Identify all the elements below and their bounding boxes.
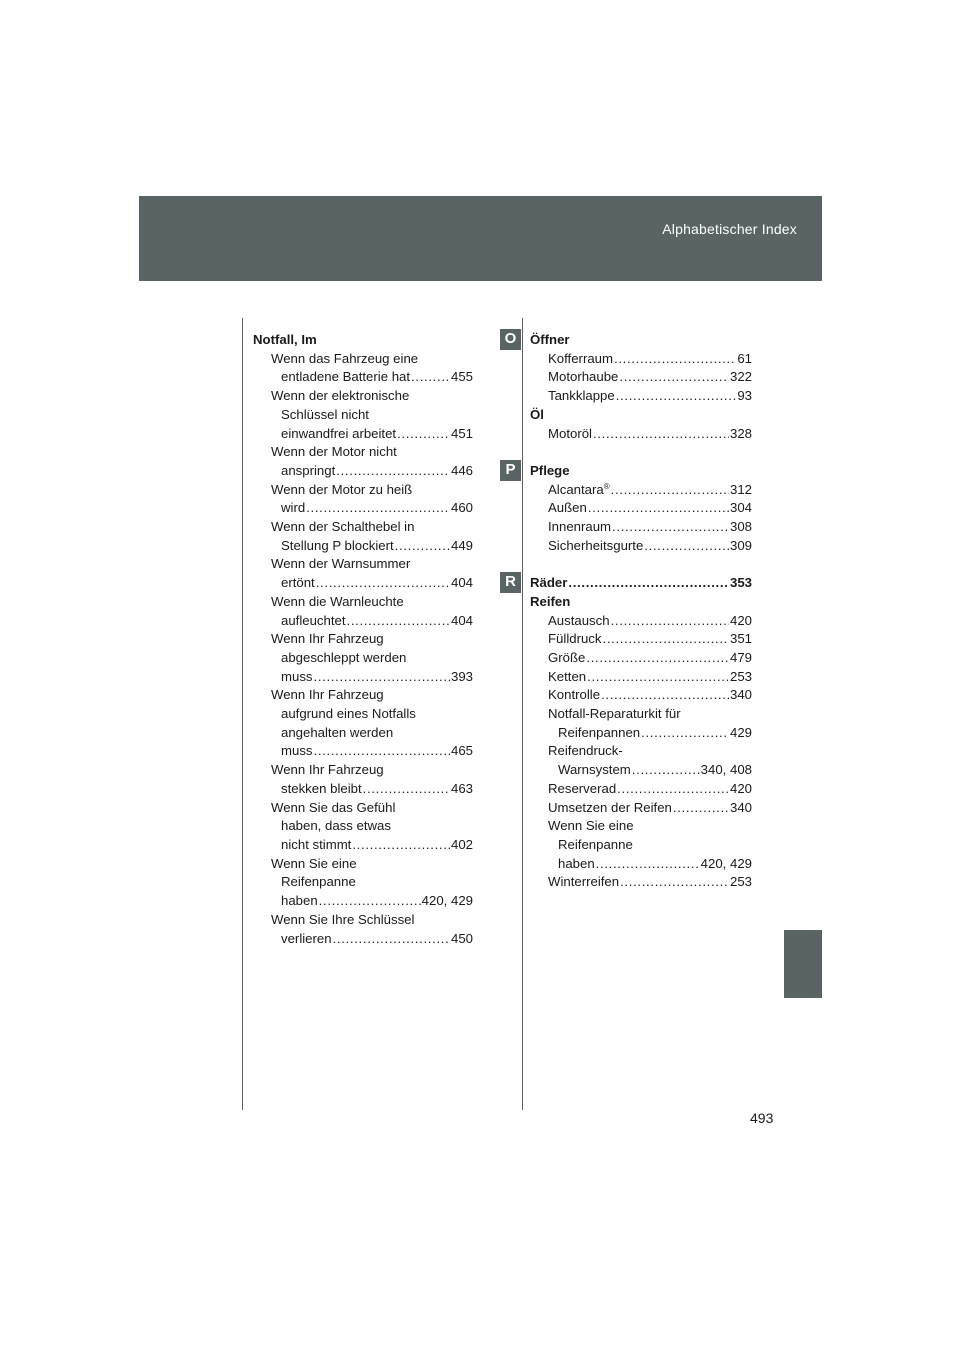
page-ref: 312 [729,481,752,497]
section-letter-r: R [500,572,521,593]
index-entry: Wenn Ihr Fahrzeug aufgrund eines Notfalls angehalten werden muss . . . 465 [271,686,473,761]
index-entry: Wenn der Motor nicht anspringt . . . 446 [271,443,473,480]
page-ref: 340, 408 [700,762,752,778]
index-entry: Reifendruck- Warnsystem . . . 340, 408 [548,742,752,779]
index-heading-oel: Öl [530,406,544,422]
index-section-p [505,461,752,556]
page-ref: 404 [450,575,473,591]
page-ref: 465 [450,743,473,759]
page-ref: 253 [729,668,752,684]
index-entry: Wenn das Fahrzeug eine entladene Batterie hat . . . 455 [271,350,473,387]
page-ref: 479 [729,649,752,665]
index-entry: Wenn der Warnsummer ertönt . . . 404 [271,555,473,592]
section-letter-o: O [500,329,521,350]
page-ref: 402 [450,836,473,852]
page-header-title: Alphabetischer Index [662,221,797,237]
index-entry: Wenn der elektronische Schlüssel nicht einwandfrei arbeitet . . . 451 [271,387,473,443]
page-ref: 450 [450,930,473,946]
index-entry: Wenn Sie eine Reifenpanne haben . . . 420, 429 [271,855,473,911]
index-heading-notfall: Notfall, Im [253,332,317,347]
page-ref: 322 [729,369,752,385]
page-ref: 420 [729,612,752,628]
page-ref: 308 [729,519,752,535]
index-entry: Größe . . . 479 [548,649,752,668]
index-heading-pflege: Pflege [530,462,570,478]
section-letter-p: P [500,460,521,481]
index-entry: Kofferraum . . . 61 [548,350,752,369]
page-ref: 253 [729,874,752,890]
index-entry: Wenn Sie eine Reifenpanne haben . . . 420, 429 [548,817,752,873]
index-heading-raeder: Räder . . . 353 [530,574,752,593]
page-number: 493 [750,1110,774,1126]
index-entry: Wenn der Motor zu heiß wird . . . 460 [271,481,473,518]
index-entry: Notfall-Reparaturkit für Reifenpannen . . . 429 [548,705,752,742]
page-ref: 446 [450,462,473,478]
page-ref: 420 [729,780,752,796]
page-ref: 351 [729,631,752,647]
page-ref: 309 [729,537,752,553]
index-entry: Wenn der Schalthebel in Stellung P blockiert . . . 449 [271,518,473,555]
index-entry: Tankklappe . . . 93 [548,387,752,406]
chapter-tab [784,930,822,998]
index-column-right [504,330,752,892]
index-entry: Winterreifen . . . 253 [548,873,752,892]
index-entry: Sicherheitsgurte . . . 309 [548,537,752,556]
page-ref: 304 [729,500,752,516]
page-ref: 61 [737,350,752,366]
index-entry: Motoröl . . . 328 [548,425,752,444]
index-entry: Reserverad . . . 420 [548,780,752,799]
page-ref: 340 [729,687,752,703]
page-ref: 404 [450,612,473,628]
page-ref: 460 [450,500,473,516]
index-entry: Wenn Sie Ihre Schlüssel verlieren . . . 450 [271,911,473,948]
page-ref: 328 [729,425,752,441]
page-ref: 429 [729,724,752,740]
index-column-left [253,331,473,948]
index-entry: Umsetzen der Reifen . . . 340 [548,799,752,818]
index-entry: Motorhaube . . . 322 [548,368,752,387]
right-column-rule [522,318,523,1110]
index-heading-reifen: Reifen [530,593,571,609]
page-ref: 393 [450,668,473,684]
page-ref: 420, 429 [700,855,752,871]
page-ref: 449 [450,537,473,553]
index-entry: Ketten . . . 253 [548,668,752,687]
index-entry: Fülldruck . . . 351 [548,630,752,649]
index-entry: Kontrolle . . . 340 [548,686,752,705]
index-entry: Wenn Sie das Gefühl haben, dass etwas nicht stimmt . . . 402 [271,799,473,855]
index-entry: Alcantara® . . . 312 [548,481,752,500]
page-ref: 451 [450,425,473,441]
index-entry: Austausch . . . 420 [548,612,752,631]
page-ref: 353 [729,575,752,591]
index-heading-oeffner: Öffner [530,332,570,347]
header-band [139,196,822,281]
page-ref: 420, 429 [421,893,473,909]
index-entry: Innenraum . . . 308 [548,518,752,537]
left-column-rule [242,318,243,1110]
index-entry: Wenn Ihr Fahrzeug stekken bleibt . . . 463 [271,761,473,798]
index-section-r [505,573,752,892]
index-section-o [504,330,752,443]
index-entry: Wenn die Warnleuchte aufleuchtet . . . 404 [271,593,473,630]
page-ref: 93 [737,388,752,404]
page-ref: 340 [729,799,752,815]
index-entry: Wenn Ihr Fahrzeug abgeschleppt werden muss . . . 393 [271,630,473,686]
page-ref: 455 [450,369,473,385]
index-entry: Außen . . . 304 [548,499,752,518]
page-ref: 463 [450,780,473,796]
